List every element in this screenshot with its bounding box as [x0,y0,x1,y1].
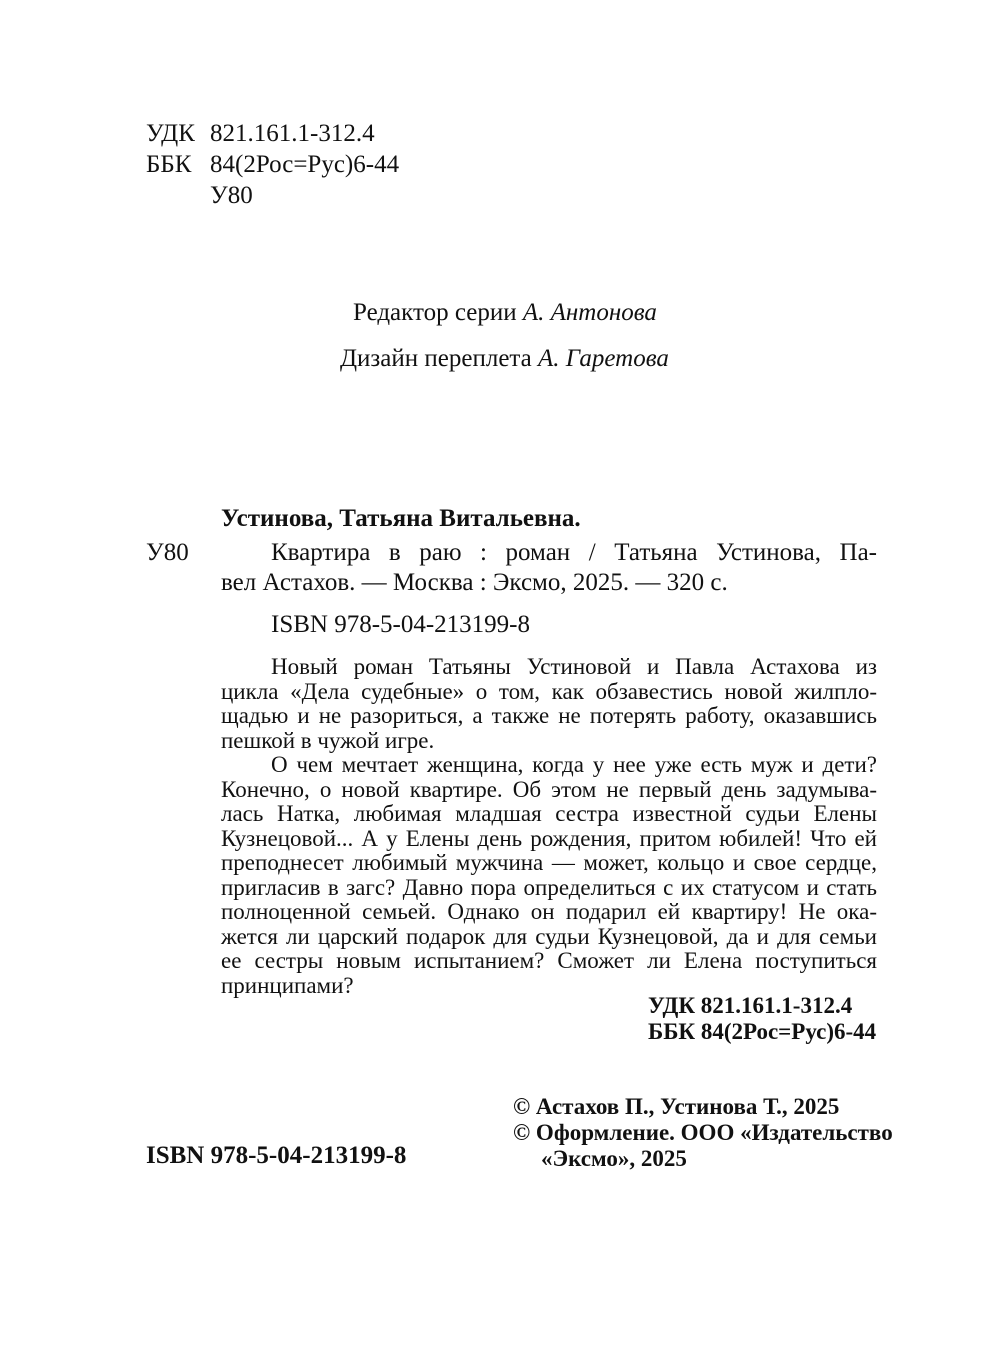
designer-label: Дизайн переплета [340,345,532,372]
annotation-line: преподнесет любимый мужчина — может, кольцо и свое сердце, [221,850,877,875]
designer-name: А. Гаретова [538,345,669,372]
author-mark-row [146,182,253,210]
annotation-line: принципами? [221,972,354,998]
annotation-line: О чем мечтает женщина, когда у нее уже есть муж и дети? [271,752,877,777]
footer-bbk: ББК 84(2Рос=Рус)6-44 [648,1019,877,1044]
catalog-isbn: ISBN 978-5-04-213199-8 [271,611,531,638]
annotation-line: полноценной семьей. Однако он подарил ей квартиру! Не ока- [221,899,877,924]
catalog-mark: У80 [146,539,189,566]
author-mark: У80 [210,182,253,209]
udk-row [146,120,375,148]
designer-credit [340,344,669,374]
catalog-author: Устинова, Татьяна Витальевна. [221,505,581,532]
annotation-line: пригласив в загс? Давно пора определиться с их статусом и стать [221,874,877,900]
annotation-line: щадью и не разориться, а также не потерять работу, оказавшись [221,703,877,728]
bbk-row [146,151,399,179]
udk-label: УДК [146,120,195,147]
isbn-bottom: ISBN 978-5-04-213199-8 [146,1142,407,1169]
editor-credit [353,298,657,328]
copyright-line: © Оформление. ООО «Издательство [513,1120,893,1145]
editor-name: А. Антонова [522,299,657,326]
copyright-line: © Астахов П., Устинова Т., 2025 [513,1094,840,1119]
editor-label: Редактор серии [353,299,517,326]
bbk-label: ББК [146,151,192,178]
copyright-line: «Эксмо», 2025 [541,1146,687,1171]
annotation-line: пешкой в чужой игре. [221,727,435,753]
annotation-line: Кузнецовой... А у Елены день рождения, притом юбилей! Что ей [221,825,877,851]
annotation-line: ее сестры новым испытанием? Сможет ли Елена поступиться [221,948,877,973]
bbk-value: 84(2Рос=Рус)6-44 [210,151,400,178]
udk-value: 821.161.1-312.4 [210,120,375,147]
annotation-line: лась Натка, любимая младшая сестра известной судьи Елены [221,801,877,826]
catalog-title-line: Квартира в раю : роман / Татьяна Устинова, Па- [271,539,877,566]
annotation-line: жется ли царский подарок для судьи Кузнецовой, да и для семьи [221,923,877,949]
annotation-paragraph-1 [221,655,877,753]
annotation-paragraph-2 [221,753,877,998]
annotation-line: цикла «Дела судебные» о том, как обзавестись новой жилпло- [221,678,877,704]
annotation-line: Конечно, о новой квартире. Об этом не первый день задумыва- [221,776,877,802]
catalog-title [221,538,877,598]
annotation-line: Новый роман Татьяны Устиновой и Павла Астахова из [271,654,877,679]
catalog-title-line: вел Астахов. — Москва : Эксмо, 2025. — 320 с. [221,569,728,596]
footer-udk: УДК 821.161.1-312.4 [648,993,853,1018]
